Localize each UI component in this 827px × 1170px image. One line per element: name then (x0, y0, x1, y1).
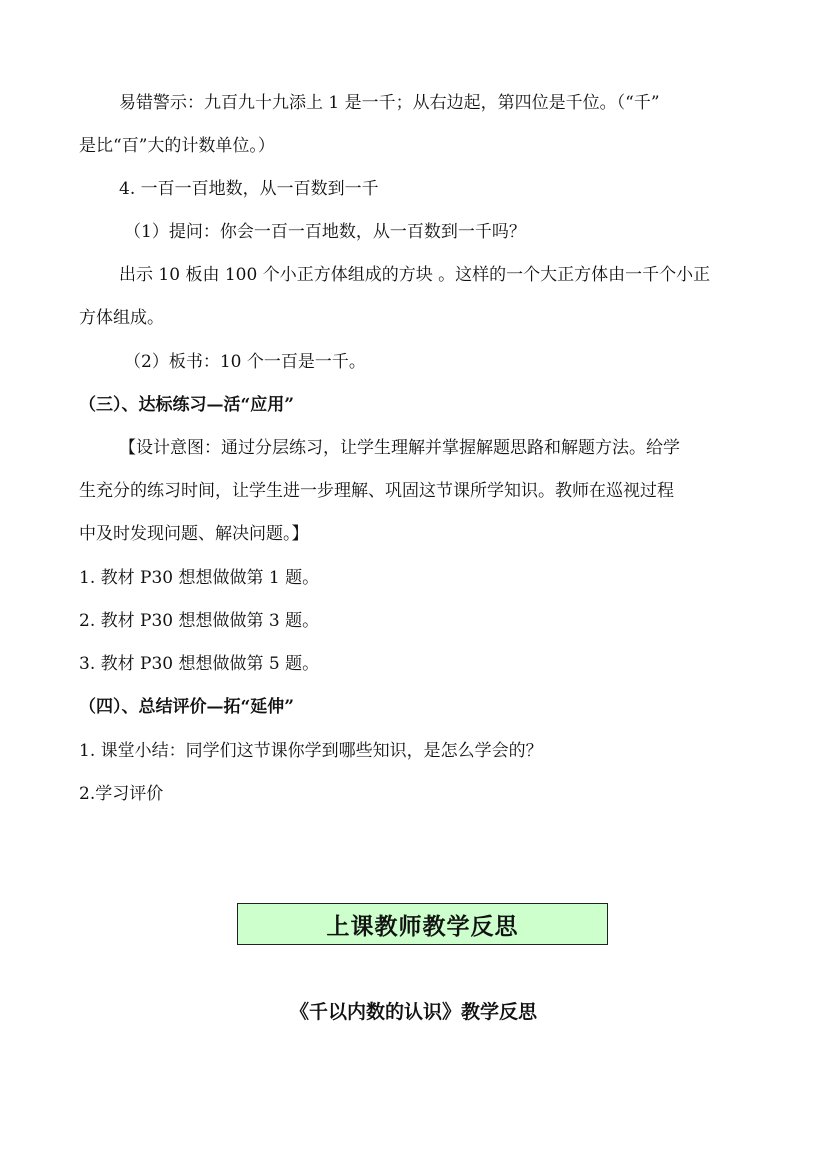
paragraph-line: 方体组成。 (79, 308, 164, 328)
paragraph-line: 中及时发现问题、解决问题。】 (79, 524, 309, 544)
list-item: 3. 教材 P30 想想做做第 5 题。 (79, 654, 320, 674)
paragraph-line: （1）提问：你会一百一百地数，从一百数到一千吗？ (124, 222, 526, 242)
paragraph-line: 是比“百”大的计数单位。） (79, 136, 275, 156)
list-item: 2. 教材 P30 想想做做第 3 题。 (79, 611, 320, 631)
paragraph-line: 出示 10 板由 100 个小正方体组成的方块 。这样的一个大正方体由一千个小正 (119, 265, 711, 285)
list-item: 1. 课堂小结：同学们这节课你学到哪些知识，是怎么学会的？ (79, 741, 543, 761)
section-item: 4. 一百一百地数，从一百数到一千 (119, 179, 379, 199)
list-item: 1. 教材 P30 想想做做第 1 题。 (79, 568, 320, 588)
paragraph-line: 生充分的练习时间，让学生进一步理解、巩固这节课所学知识。教师在巡视过程 (79, 481, 674, 501)
list-item: 2.学习评价 (79, 784, 164, 804)
section-heading: （四）、总结评价—拓“延伸” (79, 697, 295, 717)
reflection-banner: 上课教师教学反思 (237, 903, 608, 945)
reflection-title: 《千以内数的认识》教学反思 (289, 1001, 537, 1023)
paragraph-line: 易错警示：九百九十九添上 1 是一千；从右边起，第四位是千位。（“千” (119, 93, 660, 113)
section-heading: （三）、达标练习—活“应用” (79, 395, 295, 415)
paragraph-line: 【设计意图：通过分层练习，让学生理解并掌握解题思路和解题方法。给学 (119, 438, 680, 458)
paragraph-line: （2）板书：10 个一百是一千。 (124, 352, 366, 372)
